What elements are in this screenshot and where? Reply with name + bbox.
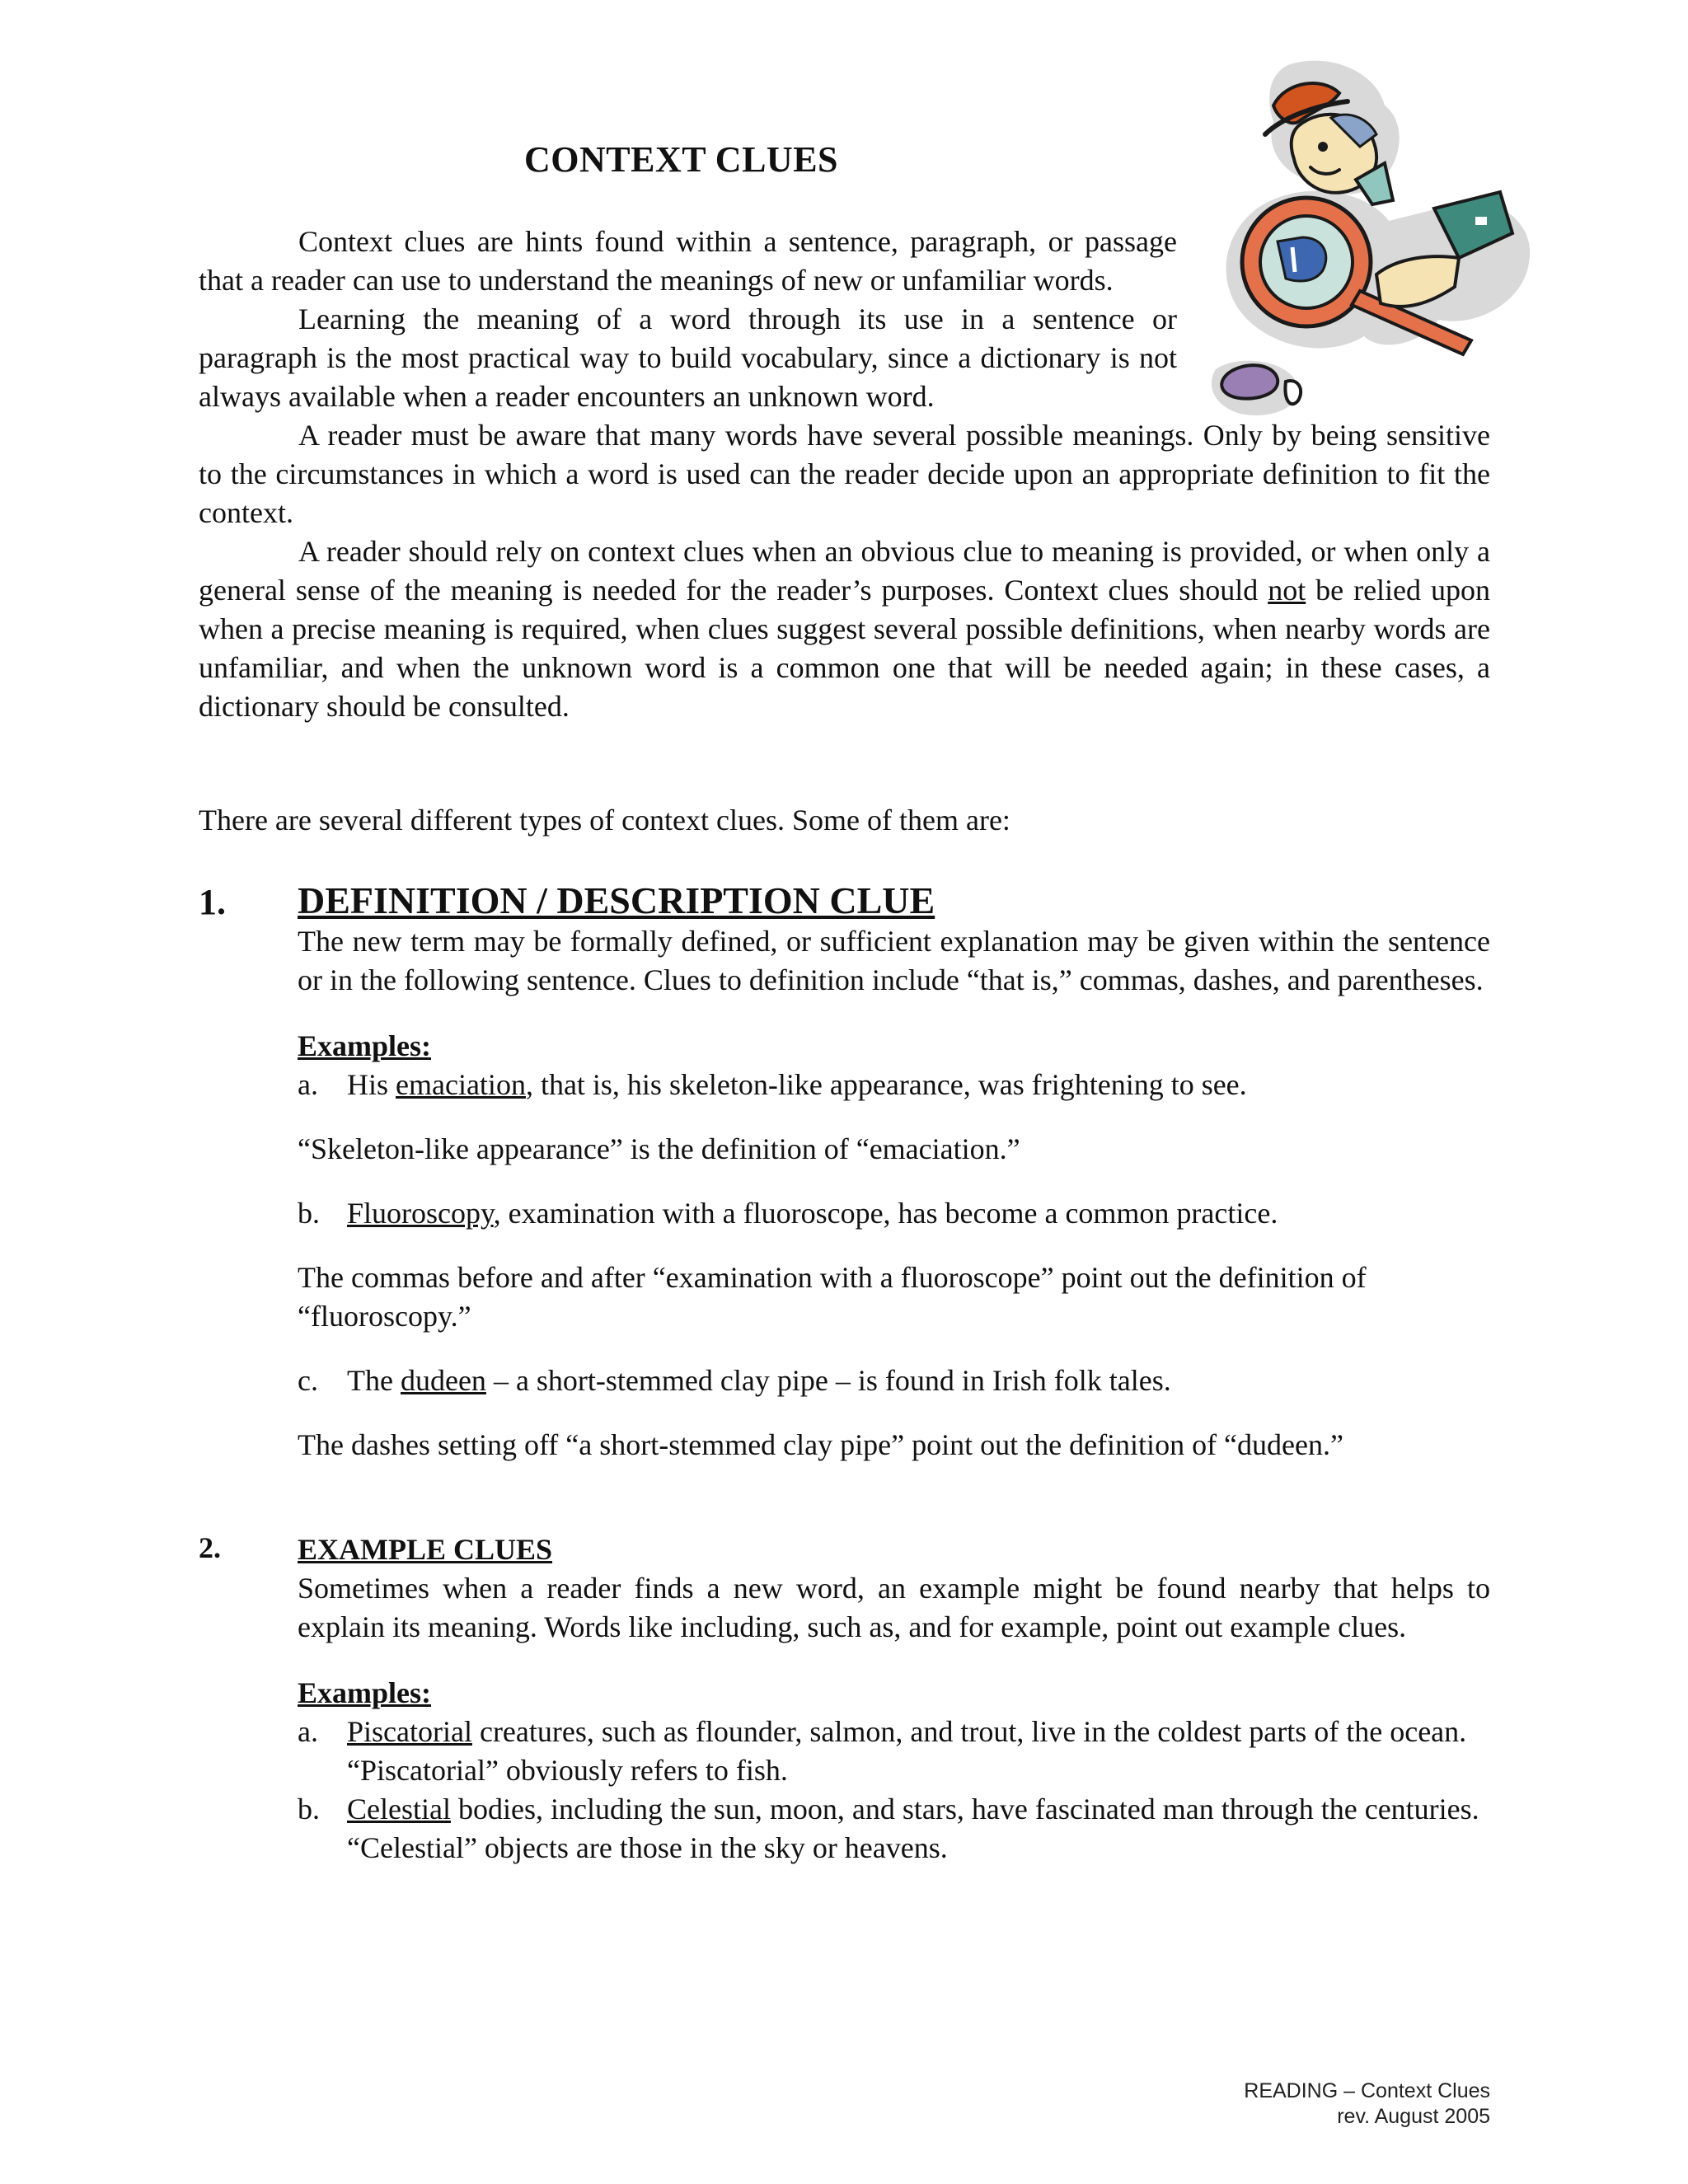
types-lead-sentence: There are several different types of context clues. Some of them are:: [199, 804, 1010, 837]
example-term: Celestial: [347, 1793, 451, 1825]
example-letter: a.: [298, 1715, 318, 1748]
example-explanation: The commas before and after “examination with a fluoroscope” point out the definition of “fluoroscopy.”: [298, 1261, 1367, 1333]
example-letter: b.: [298, 1197, 320, 1230]
intro-paragraph-4: [199, 532, 1490, 726]
section-number: 1.: [199, 882, 226, 922]
page-footer: [1244, 2079, 1490, 2130]
example-sentence: [347, 1713, 1490, 1751]
example-letter: a.: [298, 1068, 318, 1101]
example-item: [298, 1361, 1490, 1400]
intro-paragraph-1: Context clues are hints found within a sentence, paragraph, or passage that a reader can use to understand the meanings of new or unfamiliar words.: [199, 225, 1177, 297]
section-heading: DEFINITION / DESCRIPTION CLUE: [298, 879, 935, 921]
example-explanation: “Celestial” objects are those in the sky or heavens.: [347, 1831, 948, 1864]
section-description: Sometimes when a reader finds a new word, an example might be found nearby that helps to explain its meaning. Words like including, such as, and for example, point out example clues.: [298, 1572, 1490, 1643]
example-term: Piscatorial: [347, 1715, 472, 1748]
example-item: [298, 1713, 1490, 1790]
footer-revision-line: rev. August 2005: [1337, 2105, 1490, 2128]
examples-label: Examples:: [298, 1676, 431, 1709]
emphasis-not: not: [1268, 574, 1306, 607]
example-sentence: [347, 1790, 1490, 1829]
intro-paragraph-4-text: A reader should rely on context clues when an obvious clue to meaning is provided, or when only a general sense of the meaning is needed for the reader’s purposes. Context clues should: [199, 535, 1490, 607]
example-text-end: – a short-stemmed clay pipe – is found in Irish folk tales.: [485, 1364, 1171, 1397]
example-text-end: , examination with a fluoroscope, has become a common practice.: [493, 1197, 1278, 1230]
section-description: The new term may be formally defined, or sufficient explanation may be given within the sentence or in the following sentence. Clues to definition include “that is,” commas, dashes, and parentheses.: [298, 925, 1490, 996]
example-text: The: [347, 1364, 401, 1397]
intro-paragraph-2: Learning the meaning of a word through its use in a sentence or paragraph is the most practical way to build vocabulary, since a dictionary is not always available when a reader encounters an unknown word.: [199, 302, 1177, 413]
example-letter: b.: [298, 1793, 320, 1825]
example-item: [298, 1790, 1490, 1868]
example-explanation: “Skeleton-like appearance” is the definition of “emaciation.”: [298, 1132, 1020, 1165]
section-body: [298, 879, 1490, 1465]
example-item: [298, 1066, 1490, 1104]
section-heading: EXAMPLE CLUES: [298, 1533, 553, 1566]
example-term: emaciation: [396, 1068, 526, 1101]
example-term: Fluoroscopy: [347, 1197, 494, 1230]
example-text-end: creatures, such as flounder, salmon, and trout, live in the coldest parts of the ocean.: [471, 1715, 1467, 1748]
example-letter: c.: [298, 1364, 318, 1397]
section-body: [298, 1530, 1490, 1868]
footer-course-line: READING – Context Clues: [1244, 2079, 1490, 2102]
example-explanation: The dashes setting off “a short-stemmed clay pipe” point out the definition of “dudeen.”: [298, 1428, 1343, 1461]
example-text-end: bodies, including the sun, moon, and stars, have fascinated man through the centuries.: [450, 1793, 1479, 1825]
page-title: CONTEXT CLUES: [524, 139, 839, 180]
example-term: dudeen: [400, 1364, 486, 1397]
intro-paragraph-3: A reader must be aware that many words have several possible meanings. Only by being sensitive to the circumstances in which a word is used can the reader decide upon an appropriate definition to fit the context.: [199, 419, 1490, 529]
section-number: 2.: [199, 1531, 221, 1564]
example-explanation: “Piscatorial” obviously refers to fish.: [347, 1754, 788, 1787]
examples-label: Examples:: [298, 1029, 431, 1062]
example-item: [298, 1194, 1490, 1233]
example-text-end: , that is, his skeleton-like appearance, was frightening to see.: [525, 1068, 1247, 1101]
intro-paragraph-4-text-end: be relied upon when a precise meaning is required, when clues suggest several possible definitions, when nearby words are unfamiliar, and when the unknown word is a common one that will be needed again; in these cases, a dictionary should be consulted.: [199, 574, 1490, 723]
example-text: His: [347, 1068, 396, 1101]
intro-paragraphs: [199, 223, 1490, 726]
